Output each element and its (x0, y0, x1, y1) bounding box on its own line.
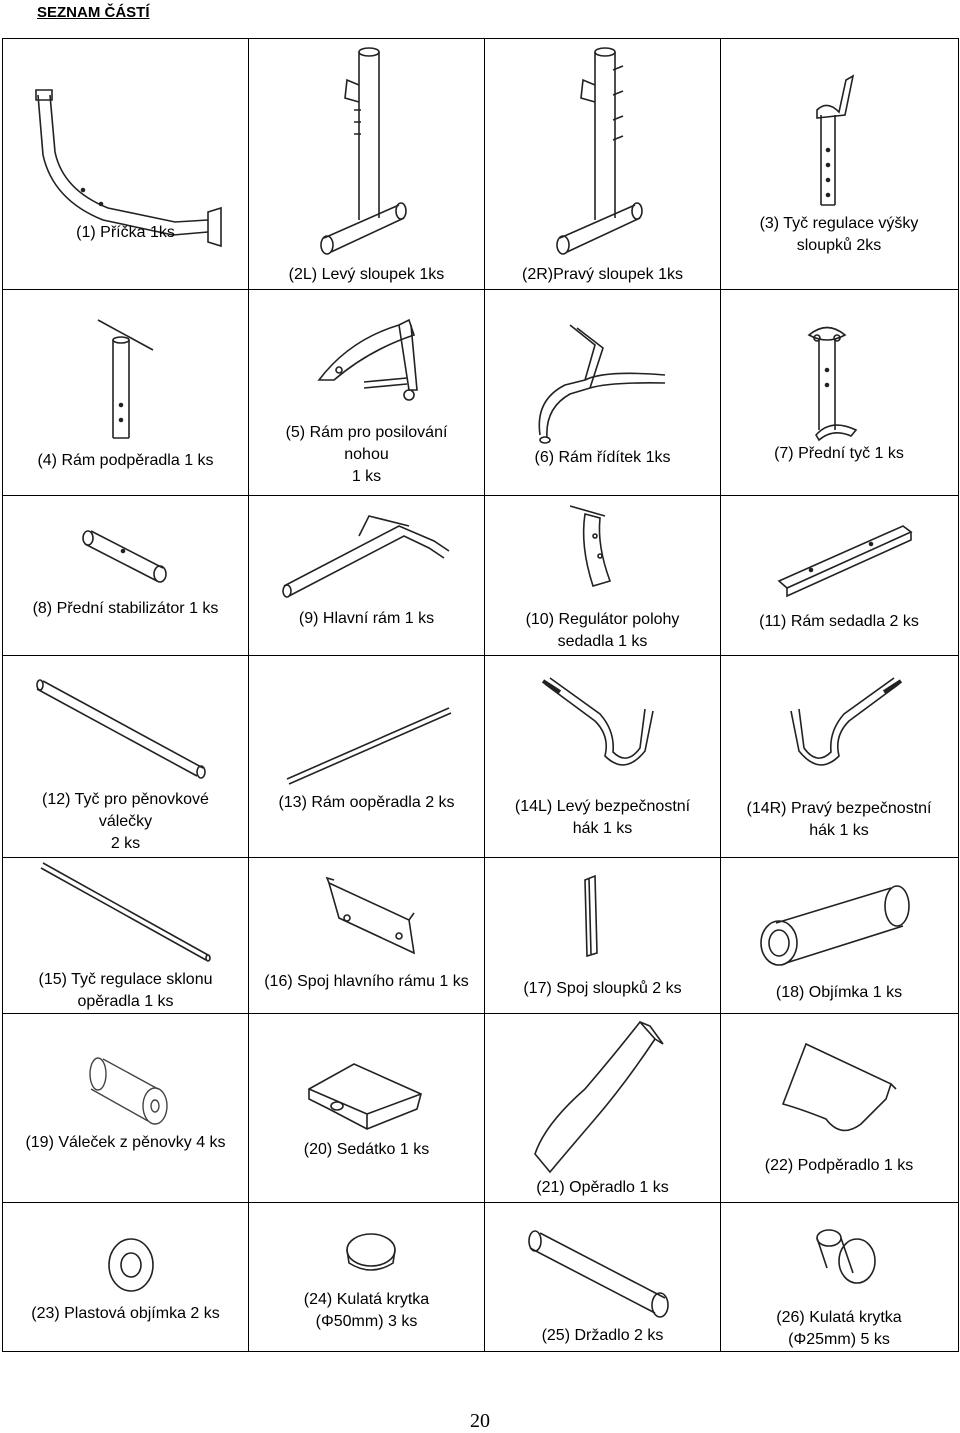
part-label: (24) Kulatá krytka (Φ50mm) 3 ks (303, 1291, 430, 1330)
part-cell-p12 (3, 656, 248, 857)
part-label: (5) Rám pro posilování nohou 1 ks (285, 424, 448, 485)
crossbar-illustration (3, 40, 248, 289)
seat-illustration (249, 1014, 484, 1202)
part-cell-p10 (485, 496, 720, 655)
part-cell-p14r (721, 656, 957, 857)
backrest-illustration (485, 1014, 720, 1202)
part-label: (22) Podpěradlo 1 ks (764, 1157, 914, 1174)
main-frame-illustration (249, 496, 484, 655)
part-label: (2R)Pravý sloupek 1ks (522, 266, 683, 283)
part-label: (13) Rám oopěradla 2 ks (278, 794, 455, 811)
part-cell-p13 (249, 656, 484, 857)
part-cell-p3 (721, 40, 957, 289)
part-cell-p17 (485, 858, 720, 1013)
part-label: (16) Spoj hlavního rámu 1 ks (264, 973, 469, 990)
right-upright-illustration (485, 40, 720, 289)
part-cell-p26 (721, 1203, 957, 1351)
part-cell-p6 (485, 290, 720, 495)
part-cell-p15 (3, 858, 248, 1013)
part-label: (14R) Pravý bezpečnostní hák 1 ks (746, 800, 932, 839)
part-cell-p22 (721, 1014, 957, 1202)
part-label: (2L) Levý sloupek 1ks (288, 266, 445, 283)
part-label: (14L) Levý bezpečnostní hák 1 ks (514, 798, 691, 837)
left-upright-illustration (249, 40, 484, 289)
part-label: (7) Přední tyč 1 ks (774, 445, 904, 462)
part-cell-p2l (249, 40, 484, 289)
part-cell-p4 (3, 290, 248, 495)
plastic-sleeve-illustration (3, 1203, 248, 1351)
part-cell-p14l (485, 656, 720, 857)
part-label: (3) Tyč regulace výšky sloupků 2ks (759, 215, 919, 254)
part-cell-p11 (721, 496, 957, 655)
part-cell-p18 (721, 858, 957, 1013)
part-label: (20) Sedátko 1 ks (303, 1141, 430, 1158)
front-stabilizer-illustration (3, 496, 248, 655)
part-label: (26) Kulatá krytka (Φ25mm) 5 ks (776, 1309, 902, 1348)
part-cell-p23 (3, 1203, 248, 1351)
part-label: (6) Rám řídítek 1ks (534, 449, 671, 466)
part-label: (18) Objímka 1 ks (775, 984, 903, 1001)
part-label: (11) Rám sedadla 2 ks (759, 613, 919, 630)
part-label: (21) Opěradlo 1 ks (536, 1179, 669, 1196)
part-label: (25) Držadlo 2 ks (541, 1327, 664, 1344)
part-label: (1) Příčka 1ks (76, 224, 175, 241)
part-cell-p21 (485, 1014, 720, 1202)
part-cell-p24 (249, 1203, 484, 1351)
part-label: (4) Rám podpěradla 1 ks (37, 452, 214, 469)
part-label: (17) Spoj sloupků 2 ks (523, 980, 682, 997)
part-label: (8) Přední stabilizátor 1 ks (32, 600, 219, 617)
part-cell-p25 (485, 1203, 720, 1351)
part-cell-p1 (3, 40, 248, 289)
part-label: (12) Tyč pro pěnovkové válečky 2 ks (42, 791, 209, 852)
page-heading: SEZNAM ČÁSTÍ (37, 4, 150, 21)
part-cell-p7 (721, 290, 957, 495)
part-label: (10) Regulátor polohy sedadla 1 ks (525, 611, 680, 650)
part-cell-p5 (249, 290, 484, 495)
part-label: (9) Hlavní rám 1 ks (298, 610, 435, 627)
foam-roller-illustration (3, 1014, 248, 1202)
part-cell-p16 (249, 858, 484, 1013)
backrest-frame-illustration (249, 656, 484, 857)
part-label: (19) Váleček z pěnovky 4 ks (25, 1134, 226, 1151)
part-cell-p8 (3, 496, 248, 655)
part-cell-p19 (3, 1014, 248, 1202)
part-cell-p9 (249, 496, 484, 655)
page-number: 20 (470, 1410, 490, 1432)
part-label: (15) Tyč regulace sklonu opěradla 1 ks (38, 971, 213, 1010)
part-cell-p2r (485, 40, 720, 289)
part-cell-p20 (249, 1014, 484, 1202)
part-label: (23) Plastová objímka 2 ks (31, 1305, 220, 1322)
